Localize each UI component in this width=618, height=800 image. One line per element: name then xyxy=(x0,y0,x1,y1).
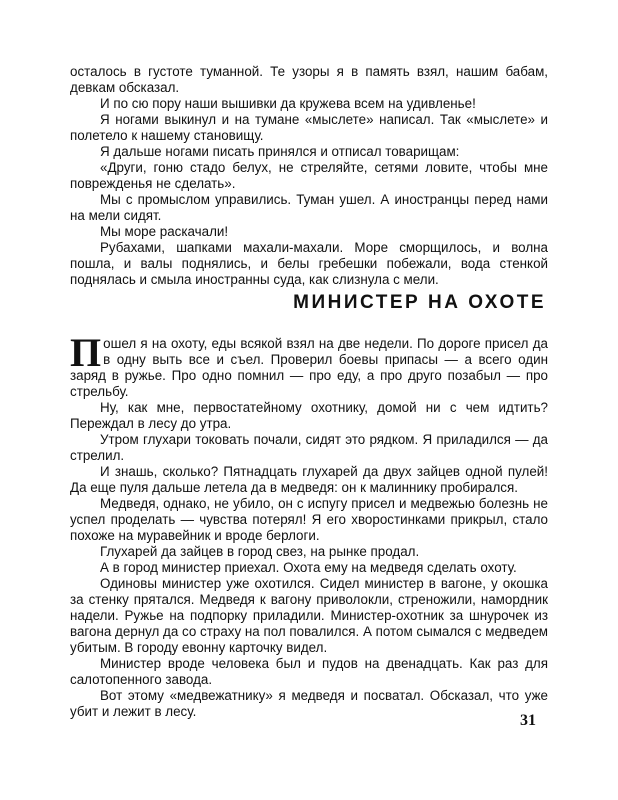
paragraph: Медведя, однако, не убило, он с испугу присел и медвежью болезнь не успел проделать — чувства потерял! Я его хворостинками прикрыл, стало похоже на муравейник и вроде берлоги. xyxy=(70,496,548,543)
text-block-continuation xyxy=(70,64,548,288)
paragraph: Одиновы министер уже охотился. Сидел министер в вагоне, у окошка за стенку прятался. Медведя к вагону приволокли, стреножили, намордник надели. Ружье на подпорку приладили. Министер-охотник за шнурочек из вагона дернул да со страху на пол повалился. А потом сымался с медведем убитым. В городу евонну карточку видел. xyxy=(70,576,549,655)
paragraph: Вот этому «медвежатнику» я медведя и посватал. Обсказал, что уже убит и лежит в лесу. xyxy=(70,688,548,719)
chapter-first-paragraph xyxy=(70,330,548,400)
paragraph: И по сю пору наши вышивки да кружева всем на удивленье! xyxy=(100,96,476,111)
drop-cap: П xyxy=(70,330,102,375)
paragraph: осталось в густоте туманной. Те узоры я в память взял, нашим бабам, девкам обсказал. xyxy=(70,64,548,95)
paragraph: Утром глухари токовать почали, сидят это рядком. Я приладился — да стрелил. xyxy=(70,432,548,463)
chapter-text xyxy=(70,330,549,720)
paragraph: А в город министер приехал. Охота ему на медведя сделать охоту. xyxy=(100,560,517,575)
page-number: 31 xyxy=(520,712,536,729)
paragraph: Я дальше ногами писать принялся и отписал товарищам: xyxy=(100,144,460,159)
first-paragraph-text: ошел я на охоту, еды всякой взял на две недели. По дороге присел да в одну выть все и съел. Проверил боевы припасы — а всего один заряд в ружье. Про одно помнил — про еду, а про друго позабыл — про стрельбу. xyxy=(70,336,548,399)
chapter-title: МИНИСТЕР НА ОХОТЕ xyxy=(293,292,546,313)
paragraph: Министер вроде человека был и пудов на двенадцать. Как раз для салотопенного завода. xyxy=(70,656,548,687)
paragraph: И знашь, сколько? Пятнадцать глухарей да двух зайцев одной пулей! Да еще пуля дальше летела да в медведя: он к малиннику пробирался. xyxy=(70,464,548,495)
paragraph: «Други, гоню стадо белух, не стреляйте, сетями ловите, чтобы мне поврежденья не сделать». xyxy=(70,160,548,191)
paragraph: Я ногами выкинул и на тумане «мыслете» написал. Так «мыслете» и полетело к нашему становищу. xyxy=(70,112,548,143)
paragraph: Ну, как мне, первостатейному охотнику, домой ни с чем идтить? Переждал в лесу до утра. xyxy=(70,400,548,431)
paragraph: Рубахами, шапками махали-махали. Море сморщилось, и волна пошла, и валы поднялись, и белы гребешки побежали, вода стенкой поднялась и смыла иностранны суда, как слизнула с мели. xyxy=(70,240,548,287)
paragraph: Мы с промыслом управились. Туман ушел. А иностранцы перед нами на мели сидят. xyxy=(70,192,548,223)
paragraph: Мы море раскачали! xyxy=(100,224,229,239)
paragraph: Глухарей да зайцев в город свез, на рынке продал. xyxy=(100,544,420,559)
